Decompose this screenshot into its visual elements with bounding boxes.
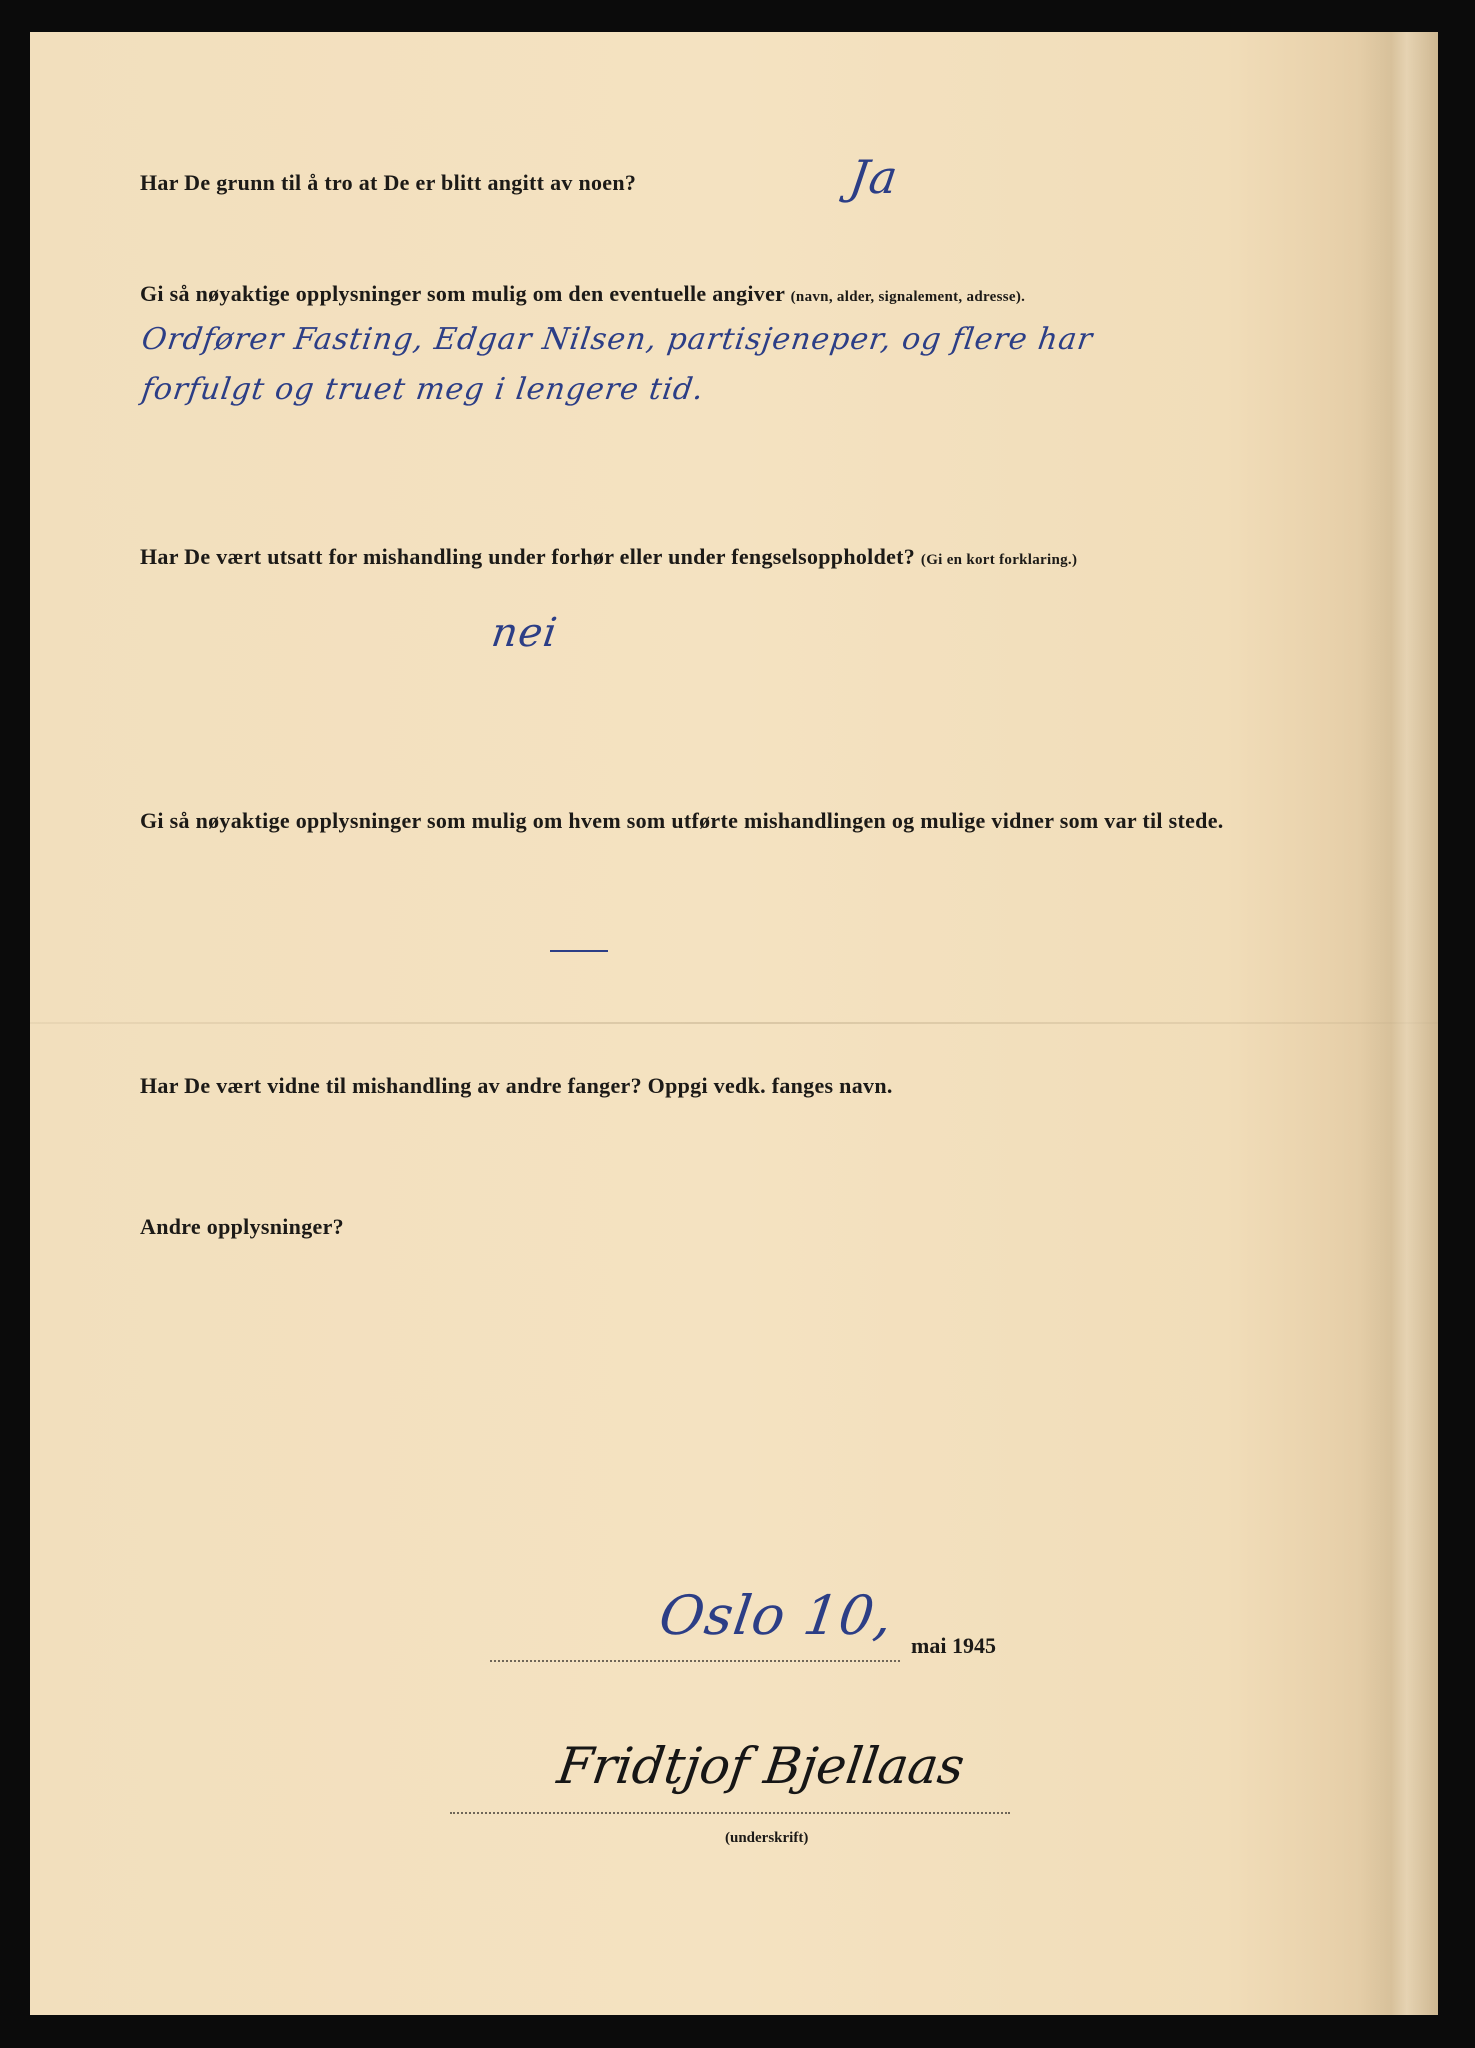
answer-1: Ja bbox=[846, 150, 902, 204]
form-page bbox=[30, 32, 1438, 2015]
answer-4-dash bbox=[550, 950, 608, 952]
question-5: Har De vært vidne til mishandling av andre fanger? Oppgi vedk. fanges navn. bbox=[140, 1073, 893, 1098]
page-fold bbox=[30, 1022, 1438, 1024]
answer-3: nei bbox=[488, 610, 561, 656]
date-month-year: mai 1945 bbox=[911, 1633, 996, 1658]
answer-2-line-1: Ordfører Fasting, Edgar Nilsen, partisjeneper, og flere har bbox=[139, 322, 1096, 357]
question-4: Gi så nøyaktige opplysninger som mulig om hvem som utførte mishandlingen og mulige vidner som var til stede. bbox=[140, 808, 1224, 833]
question-2-note: (navn, alder, signalement, adresse). bbox=[790, 289, 1026, 305]
question-3-note: (Gi en kort forklaring.) bbox=[920, 552, 1078, 568]
question-3-text: Har De vært utsatt for mishandling under forhør eller under fengselsoppholdet? bbox=[140, 544, 916, 569]
signature-caption: (underskrift) bbox=[725, 1830, 809, 1846]
signature-line bbox=[450, 1812, 1010, 1814]
date-line bbox=[490, 1660, 900, 1662]
question-2 bbox=[140, 277, 1025, 311]
place-date: Oslo 10, bbox=[655, 1584, 898, 1647]
answer-2-line-2: forfulgt og truet meg i lengere tid. bbox=[139, 372, 707, 407]
question-6: Andre opplysninger? bbox=[140, 1214, 344, 1239]
question-3 bbox=[140, 540, 1077, 574]
question-1: Har De grunn til å tro at De er blitt angitt av noen? bbox=[140, 170, 637, 195]
question-2-text: Gi så nøyaktige opplysninger som mulig om den eventuelle angiver bbox=[140, 281, 785, 306]
signature: Fridtjof Bjellaas bbox=[553, 1737, 968, 1795]
